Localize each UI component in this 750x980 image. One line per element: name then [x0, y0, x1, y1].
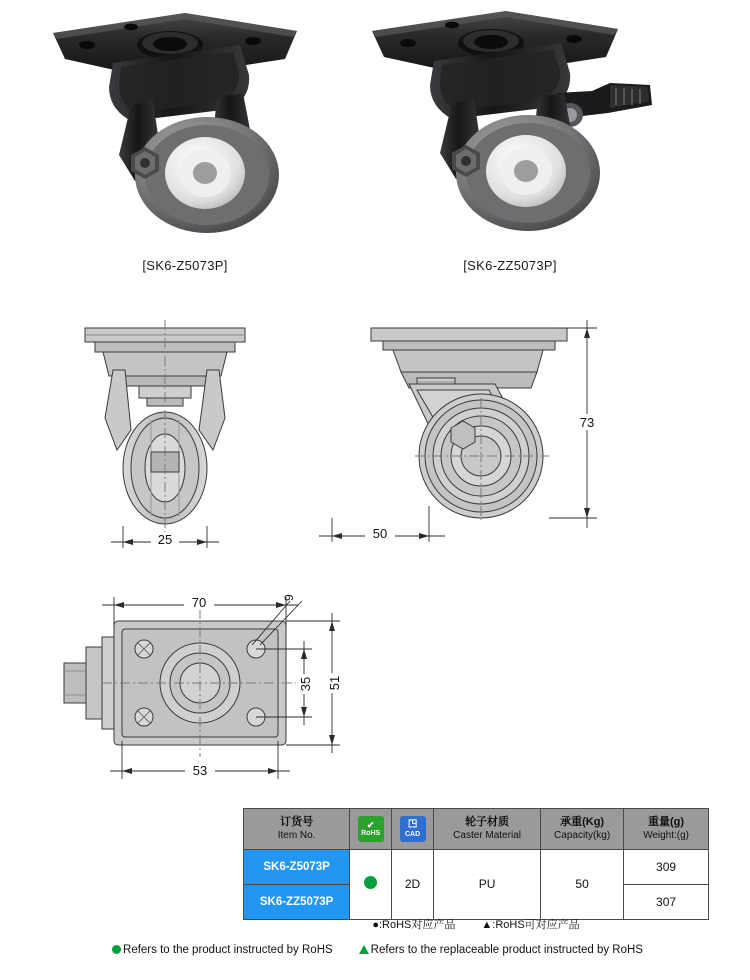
cell-weight-2: 307	[624, 885, 709, 920]
header-capacity-en: Capacity(kg)	[554, 829, 611, 841]
header-capacity	[541, 809, 624, 850]
drawing-side-view	[305, 310, 625, 560]
cad-badge-icon: ◳ CAD	[400, 816, 426, 842]
cell-cad: 2D	[392, 850, 434, 920]
footnote-cn-tri: ▲:RoHS可对应产品	[481, 919, 580, 931]
footnote-cn-dot: ●:RoHS对应产品	[372, 919, 456, 931]
drawing-top-view	[40, 575, 380, 800]
svg-text:9: 9	[282, 594, 296, 601]
spec-table	[243, 808, 709, 920]
cell-rohs	[350, 850, 392, 920]
rohs-triangle-icon	[359, 945, 369, 954]
header-rohs	[350, 809, 392, 850]
cell-material: PU	[434, 850, 541, 920]
header-caster-material-en: Caster Material	[453, 829, 521, 841]
svg-text:53: 53	[192, 763, 208, 778]
footnote-en-dot: Refers to the product instructed by RoHS	[123, 944, 333, 956]
cell-item-no-2[interactable]: SK6-ZZ5073P	[244, 885, 350, 920]
caption-product-2: [SK6-ZZ5073P]	[463, 258, 557, 273]
drawing-front-view	[55, 310, 285, 560]
caption-product-1: [SK6-Z5073P]	[142, 258, 228, 273]
svg-text:35: 35	[298, 676, 313, 692]
cell-weight-1: 309	[624, 850, 709, 885]
header-weight-en: Weight:(g)	[643, 829, 690, 841]
header-capacity-cn: 承重(Kg)	[560, 815, 605, 828]
footnote-chinese	[243, 916, 709, 932]
header-item-no-cn: 订货号	[280, 815, 314, 828]
svg-text:70: 70	[191, 595, 207, 610]
svg-text:51: 51	[327, 675, 342, 691]
svg-text:50: 50	[372, 526, 388, 541]
header-item-no-en: Item No.	[277, 829, 316, 841]
svg-text:25: 25	[157, 532, 173, 547]
cad-badge-label: CAD	[404, 830, 421, 838]
footnote-english	[20, 944, 735, 956]
rohs-badge-icon: ✔ RoHS	[358, 816, 384, 842]
product-photo-swivel-caster-with-brake	[360, 5, 660, 245]
rohs-dot-icon	[112, 945, 121, 954]
svg-text:73: 73	[579, 415, 595, 430]
cell-item-no-1[interactable]: SK6-Z5073P	[244, 850, 350, 885]
header-item-no	[244, 809, 350, 850]
product-photo-swivel-caster	[35, 5, 335, 245]
table-header-row	[244, 809, 709, 850]
header-caster-material-cn: 轮子材质	[465, 815, 510, 828]
header-weight-cn: 重量(g)	[648, 815, 685, 828]
header-cad	[392, 809, 434, 850]
footnote-en-tri: Refers to the replaceable product instructed by RoHS	[370, 944, 643, 956]
header-caster-material	[434, 809, 541, 850]
rohs-green-dot-icon	[364, 876, 377, 889]
rohs-badge-label: RoHS	[361, 830, 381, 837]
product-photos	[0, 0, 750, 285]
header-weight	[624, 809, 709, 850]
cell-capacity: 50	[541, 850, 624, 920]
table-row	[244, 850, 709, 885]
